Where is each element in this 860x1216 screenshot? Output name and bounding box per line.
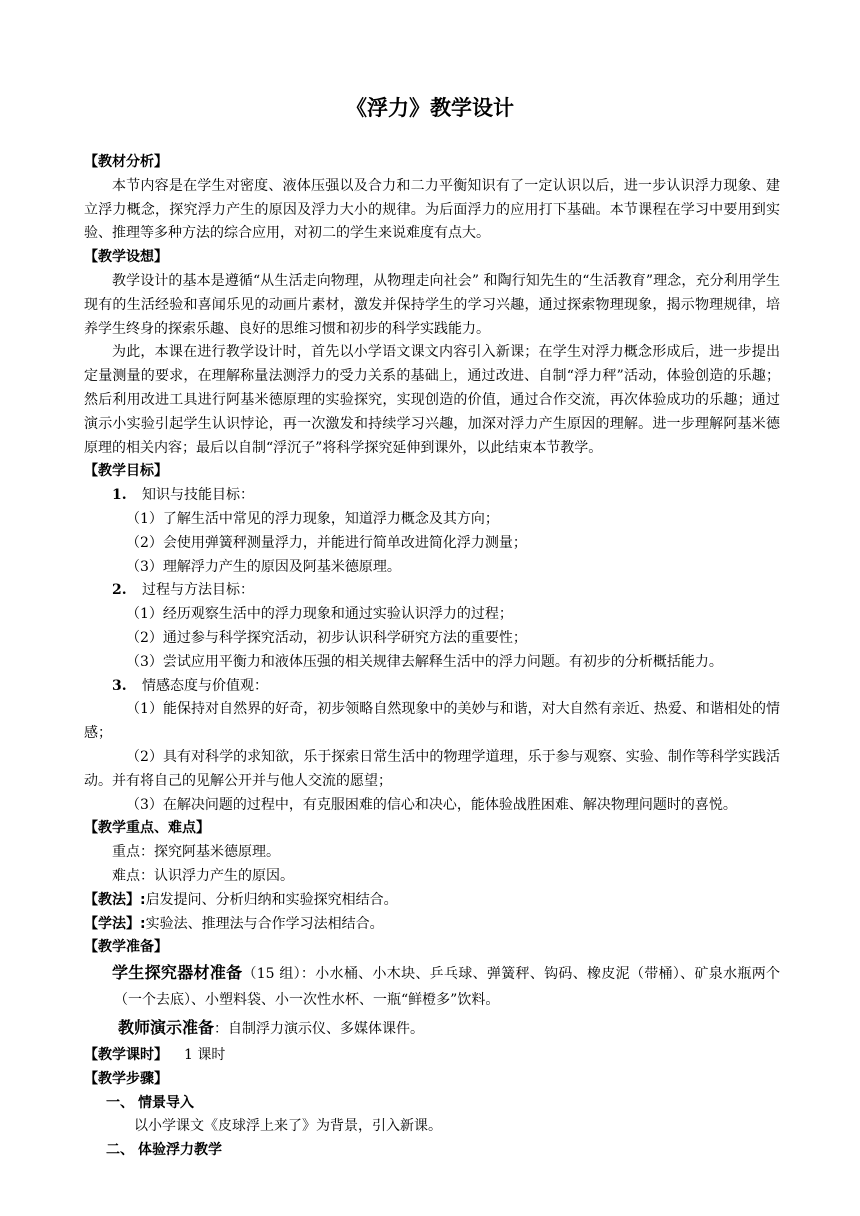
learning-method (84, 913, 780, 937)
teacher-materials-label: 教师演示准备 (118, 1018, 215, 1038)
goal-number: 1. (112, 487, 127, 504)
section-heading-class-hours: 【教学课时】 (84, 1047, 168, 1064)
goal-item: （2）具有对科学的求知欲，乐于探索日常生活中的物理学道理，乐于参与观察、实验、制作等科学实践活动。并有将自己的见解公开并与他人交流的愿望； (84, 748, 780, 789)
section-heading-key-points: 【教学重点、难点】 (84, 820, 210, 837)
goal-item: （3）理解浮力产生的原因及阿基米德原理。 (126, 558, 401, 575)
section-heading-teaching-steps: 【教学步骤】 (84, 1070, 168, 1087)
step-number: 二、 (106, 1142, 134, 1159)
student-materials-text: （15 组）：小水桶、小木块、乒乓球、弹簧秤、钩码、橡皮泥（带桶）、矿泉水瓶两个（一个去底）、小塑料袋、小一次性水杯、一瓶“鲜橙多”饮料。 (114, 966, 780, 1009)
teaching-method (84, 889, 780, 913)
key-point: 重点：探究阿基米德原理。 (112, 844, 280, 861)
section-heading-preparation: 【教学准备】 (84, 939, 168, 956)
goal-item: （1）经历观察生活中的浮力现象和通过实验认识浮力的过程； (126, 606, 513, 623)
section-heading-learning-method: 【学法】: (84, 915, 146, 932)
section-heading-teaching-concept: 【教学设想】 (84, 249, 168, 266)
goal-number: 2. (112, 582, 127, 599)
teacher-materials (84, 1013, 780, 1044)
goal-title: 情感态度与价值观： (142, 677, 268, 694)
document-body (84, 151, 780, 1163)
section-heading-teaching-method: 【教法】: (84, 891, 146, 908)
step-title: 体验浮力教学 (138, 1142, 222, 1159)
step-title: 情景导入 (138, 1094, 194, 1111)
section-heading-teaching-goals: 【教学目标】 (84, 463, 168, 480)
goal-group-heading (112, 484, 780, 508)
class-hours (84, 1044, 780, 1068)
goal-title: 知识与技能目标： (142, 487, 254, 504)
paragraph: 教学设计的基本是遵循“从生活走向物理，从物理走向社会” 和陶行知先生的“生活教育”理念，充分利用学生现有的生活经验和喜闻乐见的动画片素材，激发并保持学生的学习兴趣，通过探索物理现象，揭示物理规律，培养学生终身的探索乐趣、良好的思维习惯和初步的科学实践能力。 (84, 272, 780, 337)
goal-item: （1）了解生活中常见的浮力现象，知道浮力概念及其方向； (126, 510, 499, 527)
teacher-materials-text: ：自制浮力演示仪、多媒体课件。 (214, 1021, 425, 1038)
step-heading (84, 1092, 780, 1116)
document-title: 《浮力》教学设计 (346, 96, 514, 120)
goal-item: （3）尝试应用平衡力和液体压强的相关规律去解释生活中的浮力问题。有初步的分析概括能力。 (126, 653, 723, 670)
paragraph: 本节内容是在学生对密度、液体压强以及合力和二力平衡知识有了一定认识以后，进一步认识浮力现象、建立浮力概念，探究浮力产生的原因及浮力大小的规律。为后面浮力的应用打下基础。本节课程在学习中要用到实验、推理等多种方法的综合应用，对初二的学生来说难度有点大。 (84, 177, 780, 242)
step-number: 一、 (106, 1094, 134, 1111)
class-hours-text: 1 课时 (184, 1047, 226, 1064)
difficult-point: 难点：认识浮力产生的原因。 (112, 867, 294, 884)
step-text: 以小学课文《皮球浮上来了》为背景，引入新课。 (134, 1118, 442, 1135)
goal-number: 3. (112, 677, 127, 694)
goal-group-heading (112, 675, 780, 699)
goal-group-heading (112, 579, 780, 603)
goal-item: （2）通过参与科学探究活动，初步认识科学研究方法的重要性； (126, 629, 527, 646)
goal-item: （1）能保持对自然界的好奇，初步领略自然现象中的美妙与和谐，对大自然有亲近、热爱、和谐相处的情感； (84, 701, 780, 742)
step-heading (84, 1139, 780, 1163)
goal-item: （3）在解决问题的过程中，有克服困难的信心和决心，能体验战胜困难、解决物理问题时的喜悦。 (126, 796, 737, 813)
goal-title: 过程与方法目标： (142, 582, 254, 599)
section-heading-textbook-analysis: 【教材分析】 (84, 154, 168, 170)
student-materials-label: 学生探究器材准备 (112, 963, 243, 983)
teaching-method-text: 启发提问、分析归纳和实验探究相结合。 (145, 891, 398, 908)
paragraph: 为此，本课在进行教学设计时，首先以小学语文课文内容引入新课；在学生对浮力概念形成后，进一步提出定量测量的要求，在理解称量法测浮力的受力关系的基础上，通过改进、自制“浮力秤”活动，体验创造的乐趣；然后利用改进工具进行阿基米德原理的实验探究，实现创造的价值，通过合作交流，再次体验成功的乐趣；通过演示小实验引起学生认识悖论，再一次激发和持续学习兴趣，加深对浮力产生原因的理解。进一步理解阿基米德原理的相关内容；最后以自制“浮沉子”将科学探究延伸到课外，以此结束本节教学。 (84, 344, 780, 456)
student-materials (84, 960, 780, 1013)
goal-item: （2）会使用弹簧秤测量浮力，并能进行简单改进简化浮力测量； (126, 534, 527, 551)
learning-method-text: 实验法、推理法与合作学习法相结合。 (145, 915, 384, 932)
